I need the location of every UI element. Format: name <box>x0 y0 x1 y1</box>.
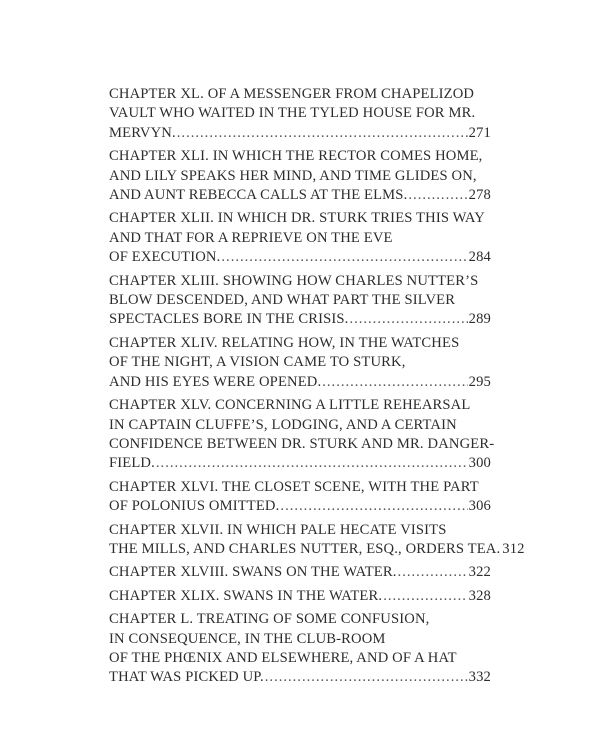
toc-entry-chapter-45[interactable] <box>109 396 495 474</box>
toc-entry-line: CHAPTER XL. OF A MESSENGER FROM CHAPELIZOD <box>109 86 475 102</box>
page-number: 322 <box>468 564 491 581</box>
toc-entry-line: THE MILLS, AND CHARLES NUTTER, ESQ., ORDERS TEA. <box>109 540 501 557</box>
toc-entry-line: MERVYN. <box>109 124 176 141</box>
toc-entry-chapter-49[interactable] <box>109 587 491 606</box>
toc-entry-line: CHAPTER XLVIII. SWANS ON THE WATER. <box>109 564 397 581</box>
toc-entry-line: SPECTACLES BORE IN THE CRISIS. <box>109 311 349 328</box>
toc-entry-line: CHAPTER XLI. IN WHICH THE RECTOR COMES HOME, <box>109 148 483 165</box>
toc-entry-line: IN CONSEQUENCE, IN THE CLUB-ROOM <box>109 630 386 647</box>
dot-leader <box>280 497 467 516</box>
toc-entry-line: THAT WAS PICKED UP. <box>109 669 264 686</box>
toc-entry-line: CHAPTER XLIV. RELATING HOW, IN THE WATCHES <box>109 334 460 351</box>
toc-entry-line: OF EXECUTION. <box>109 249 221 266</box>
toc-entry-line: OF THE NIGHT, A VISION CAME TO STURK, <box>109 354 406 371</box>
toc-entry-chapter-48[interactable] <box>109 563 491 582</box>
toc-entry-last-line <box>109 587 491 606</box>
toc-entry-last-line <box>109 563 491 582</box>
toc-entry-line: FIELD. <box>109 455 155 472</box>
page-number: 332 <box>468 669 491 686</box>
page-number: 328 <box>468 587 491 604</box>
dot-leader <box>156 454 468 473</box>
toc-entry-line: AND AUNT REBECCA CALLS AT THE ELMS. <box>109 187 408 204</box>
toc-entry-line: CONFIDENCE BETWEEN DR. STURK AND MR. DANGER- <box>109 435 495 452</box>
toc-entry-line: VAULT WHO WAITED IN THE TYLED HOUSE FOR MR. <box>109 105 476 122</box>
toc-entry-chapter-40[interactable] <box>109 85 491 143</box>
page-number: 278 <box>468 187 491 204</box>
toc-entry-last-line <box>109 124 491 143</box>
toc-entry-line: CHAPTER XLIX. SWANS IN THE WATER. <box>109 587 383 604</box>
toc-entry-last-line <box>109 540 525 559</box>
toc-entry-line: OF POLONIUS OMITTED. <box>109 498 280 515</box>
toc-entry-last-line <box>109 186 491 205</box>
toc-entry-line: IN CAPTAIN CLUFFE’S, LODGING, AND A CERTAIN <box>109 416 457 433</box>
toc-entry-line: CHAPTER XLIII. SHOWING HOW CHARLES NUTTER’S <box>109 272 479 289</box>
toc-entry-chapter-46[interactable] <box>109 478 491 517</box>
dot-leader <box>322 373 467 392</box>
toc-entry-line: AND HIS EYES WERE OPENED. <box>109 373 322 390</box>
page-number: 271 <box>468 124 491 141</box>
dot-leader <box>349 310 467 329</box>
dot-leader <box>177 124 468 143</box>
toc-entry-line: OF THE PHŒNIX AND ELSEWHERE, AND OF A HAT <box>109 649 457 666</box>
toc-entry-chapter-41[interactable] <box>109 147 491 205</box>
page-number: 306 <box>468 498 491 515</box>
toc-entry-last-line <box>109 248 491 267</box>
toc-entry-line: CHAPTER XLII. IN WHICH DR. STURK TRIES THIS WAY <box>109 210 485 227</box>
page-number: 284 <box>468 249 491 266</box>
page-number: 300 <box>468 455 491 472</box>
toc-entry-line: AND LILY SPEAKS HER MIND, AND TIME GLIDES ON, <box>109 167 477 184</box>
toc-entry-line: AND THAT FOR A REPRIEVE ON THE EVE <box>109 229 393 246</box>
dot-leader <box>398 563 468 582</box>
toc-entry-chapter-47[interactable] <box>109 521 525 560</box>
toc-entry-line: CHAPTER L. TREATING OF SOME CONFUSION, <box>109 611 430 628</box>
toc-entry-last-line <box>109 373 491 392</box>
toc-entry-chapter-42[interactable] <box>109 209 491 267</box>
dot-leader <box>383 587 467 606</box>
toc-entry-last-line <box>109 454 491 473</box>
toc-entry-line: CHAPTER XLVI. THE CLOSET SCENE, WITH THE PART <box>109 478 479 495</box>
page-number: 312 <box>502 540 525 557</box>
toc-entry-line: BLOW DESCENDED, AND WHAT PART THE SILVER <box>109 292 456 309</box>
table-of-contents <box>109 85 525 692</box>
toc-entry-line: CHAPTER XLV. CONCERNING A LITTLE REHEARSAL <box>109 397 471 414</box>
dot-leader <box>221 248 467 267</box>
toc-entry-chapter-50[interactable] <box>109 610 491 688</box>
toc-entry-line: CHAPTER XLVII. IN WHICH PALE HECATE VISITS <box>109 521 447 538</box>
page-number: 289 <box>468 311 491 328</box>
dot-leader <box>265 668 468 687</box>
toc-entry-last-line <box>109 310 491 329</box>
page-number: 295 <box>468 373 491 390</box>
toc-entry-chapter-43[interactable] <box>109 272 491 330</box>
toc-entry-last-line <box>109 497 491 516</box>
toc-entry-last-line <box>109 668 491 687</box>
dot-leader <box>408 186 467 205</box>
toc-entry-chapter-44[interactable] <box>109 334 491 392</box>
